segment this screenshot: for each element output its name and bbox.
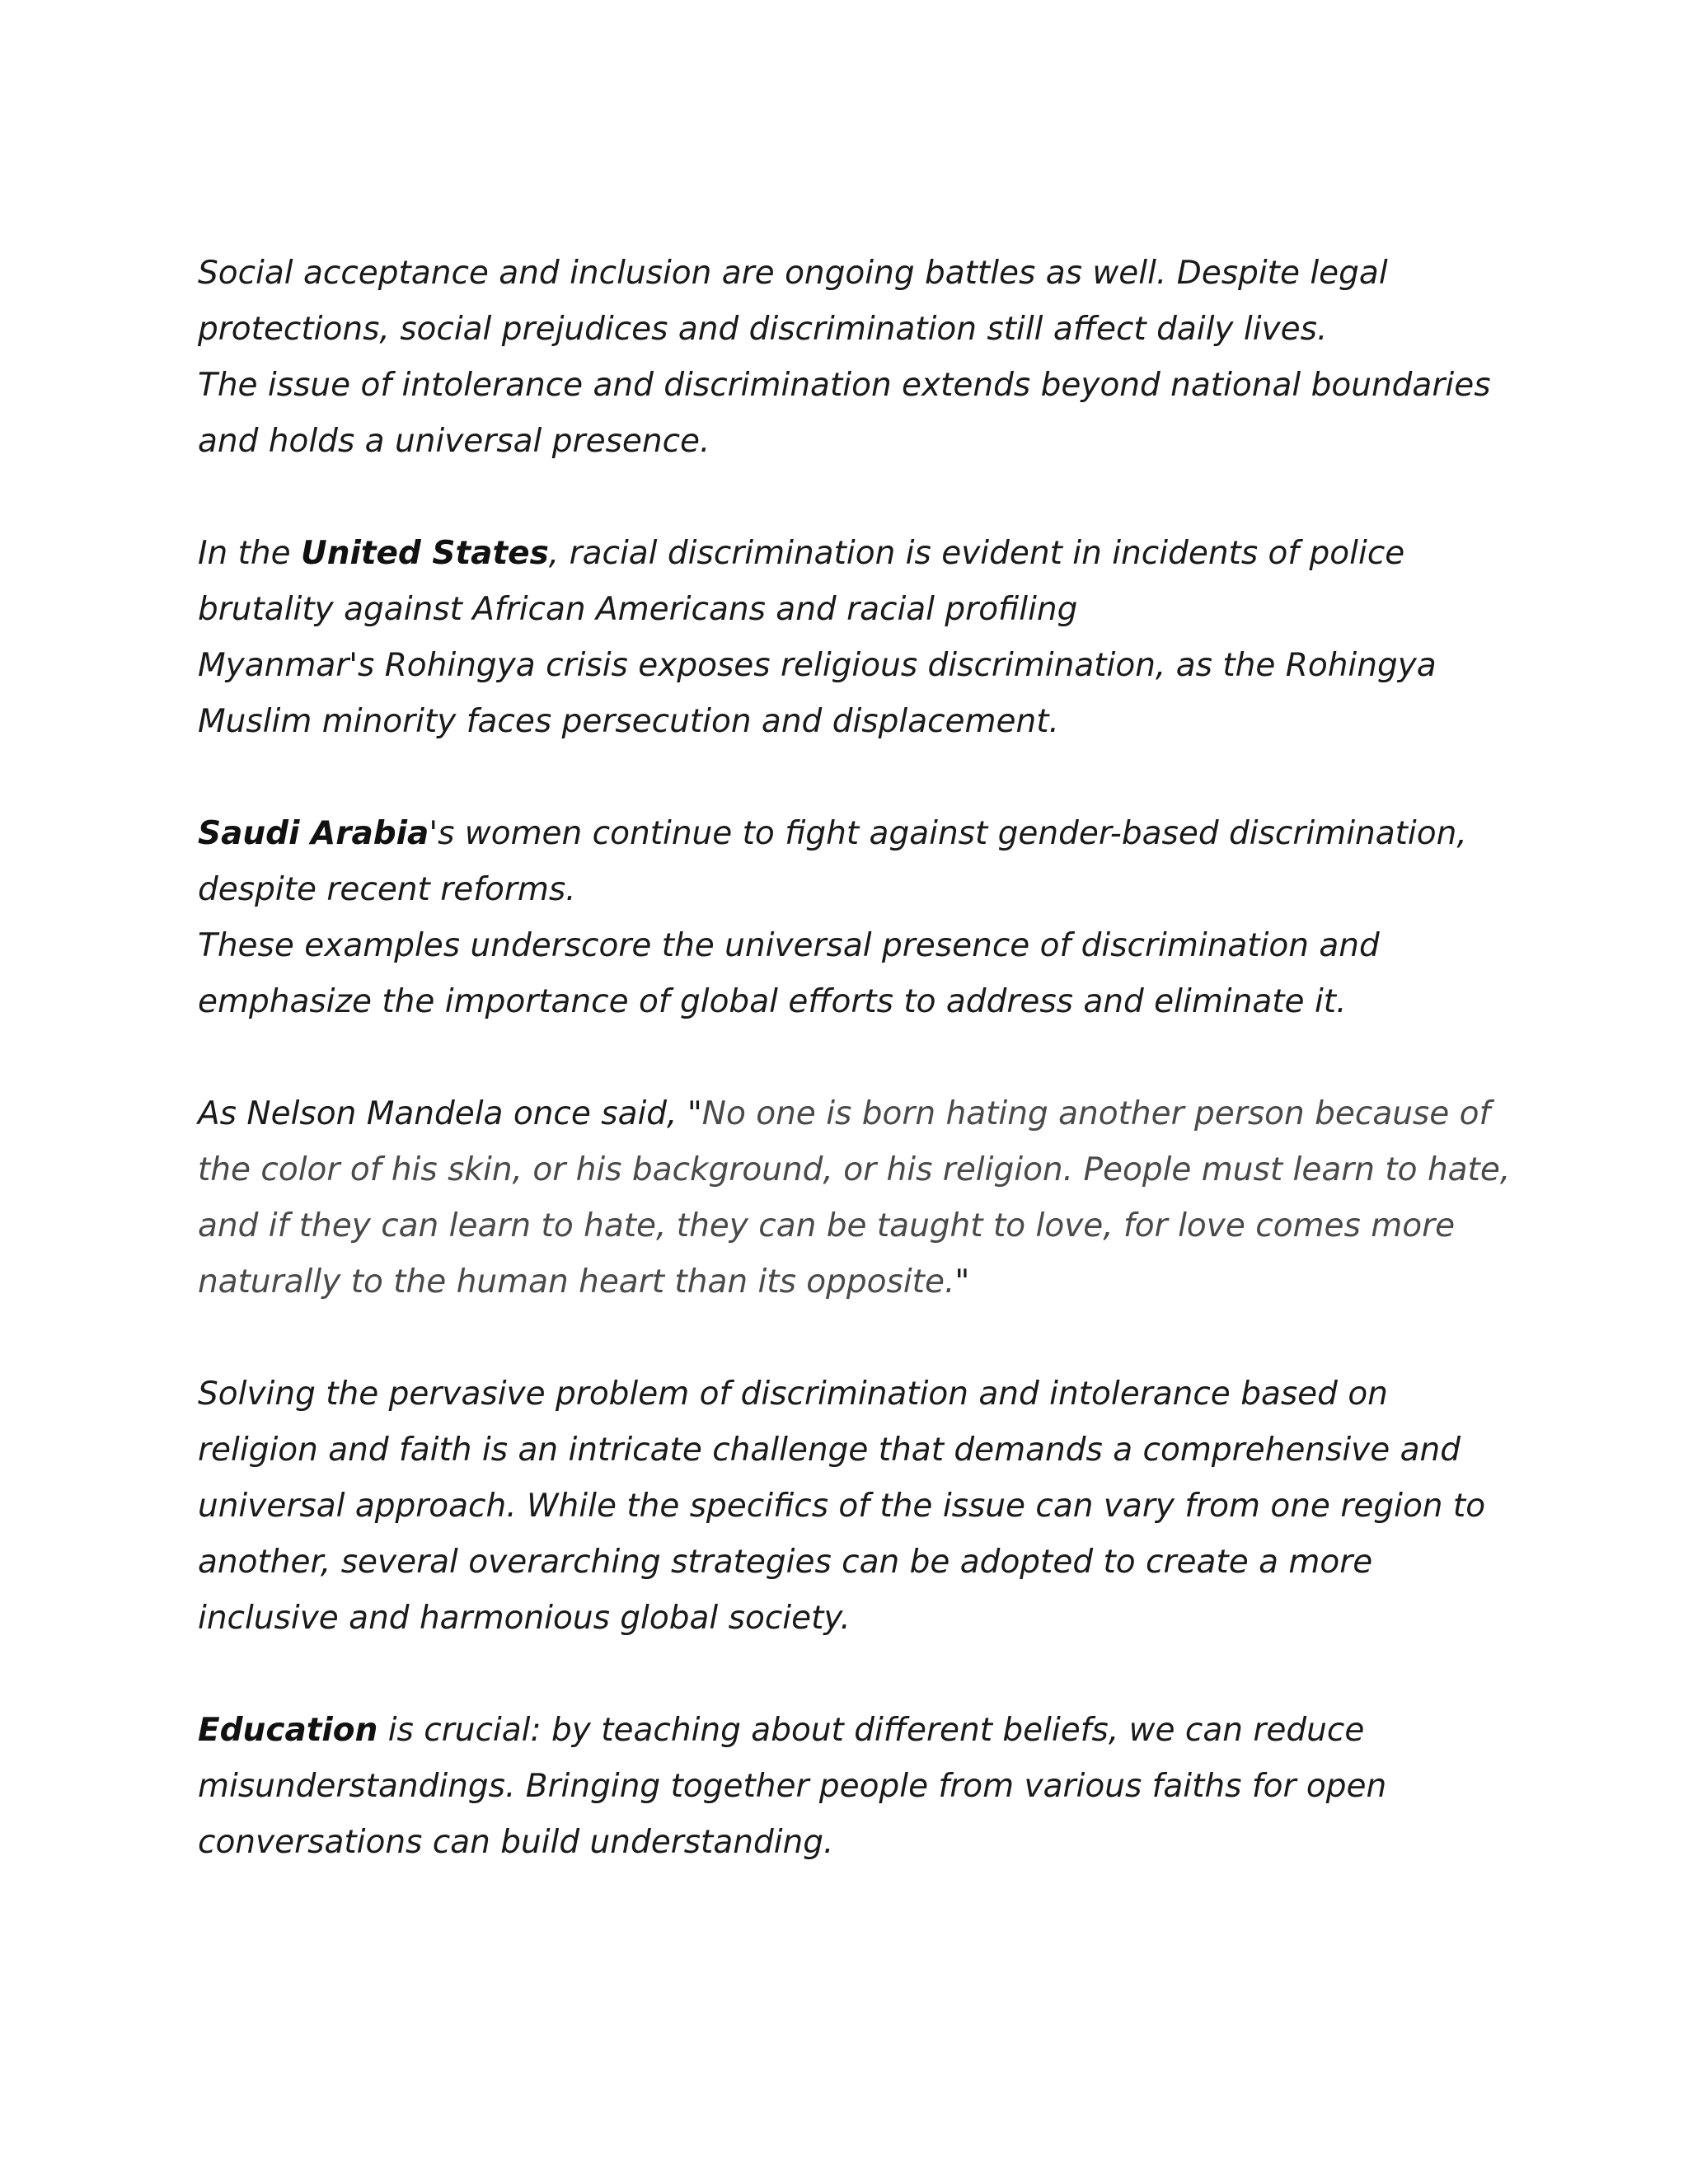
paragraph-education — [198, 1703, 1517, 1871]
text-line: Social acceptance and inclusion are ongoing battles as well. Despite legal — [198, 255, 1388, 292]
text-line: and holds a universal presence. — [198, 423, 710, 460]
text-fragment: In the — [198, 535, 302, 572]
text-fragment: is crucial: by teaching about different beliefs, we can reduce — [377, 1712, 1365, 1749]
text-line: universal approach. While the specifics of the issue can vary from one region to — [198, 1488, 1486, 1525]
paragraph-social-acceptance — [198, 246, 1517, 470]
text-line: The issue of intolerance and discrimination extends beyond national boundaries — [198, 367, 1491, 404]
text-line: Myanmar's Rohingya crisis exposes religious discrimination, as the Rohingya — [198, 647, 1437, 684]
text-line: religion and faith is an intricate challenge that demands a comprehensive and — [198, 1432, 1461, 1469]
quote-line: and if they can learn to hate, they can be taught to love, for love comes more — [198, 1207, 1456, 1244]
paragraph-saudi-arabia — [198, 806, 1517, 1030]
text-line: Muslim minority faces persecution and displacement. — [198, 703, 1059, 740]
text-line — [198, 1254, 1517, 1310]
bold-term-saudi-arabia: Saudi Arabia — [198, 815, 429, 852]
bold-term-united-states: United States — [301, 535, 549, 572]
text-fragment: As Nelson Mandela once said, " — [198, 1095, 702, 1132]
paragraph-solving-problem — [198, 1366, 1517, 1647]
text-line: emphasize the importance of global efforts to address and eliminate it. — [198, 983, 1347, 1020]
paragraph-united-states — [198, 526, 1517, 750]
bold-term-education: Education — [198, 1712, 378, 1749]
quote-text: naturally to the human heart than its opposite. — [198, 1263, 955, 1301]
document-body — [198, 246, 1517, 1927]
text-line: inclusive and harmonious global society. — [198, 1600, 851, 1637]
text-line: misunderstandings. Bringing together people from various faiths for open — [198, 1768, 1387, 1805]
quote-line: the color of his skin, or his background, or his religion. People must learn to hate, — [198, 1151, 1511, 1188]
text-line — [198, 806, 1517, 862]
text-line: another, several overarching strategies can be adopted to create a more — [198, 1544, 1373, 1581]
text-line: protections, social prejudices and discrimination still affect daily lives. — [198, 311, 1328, 348]
text-line: despite recent reforms. — [198, 871, 576, 908]
text-line: Solving the pervasive problem of discrimination and intolerance based on — [198, 1376, 1388, 1413]
quote-text: No one is born hating another person because of — [701, 1095, 1491, 1132]
text-fragment: 's women continue to fight against gender-based discrimination, — [429, 815, 1467, 852]
text-fragment: " — [954, 1263, 970, 1301]
text-line: conversations can build understanding. — [198, 1824, 834, 1861]
text-line — [198, 1703, 1517, 1759]
text-fragment: , racial discrimination is evident in incidents of police — [548, 535, 1405, 572]
text-line: brutality against African Americans and racial profiling — [198, 591, 1078, 628]
text-line — [198, 526, 1517, 582]
paragraph-mandela-quote — [198, 1086, 1517, 1310]
text-line — [198, 1086, 1517, 1142]
text-line: These examples underscore the universal presence of discrimination and — [198, 927, 1380, 964]
